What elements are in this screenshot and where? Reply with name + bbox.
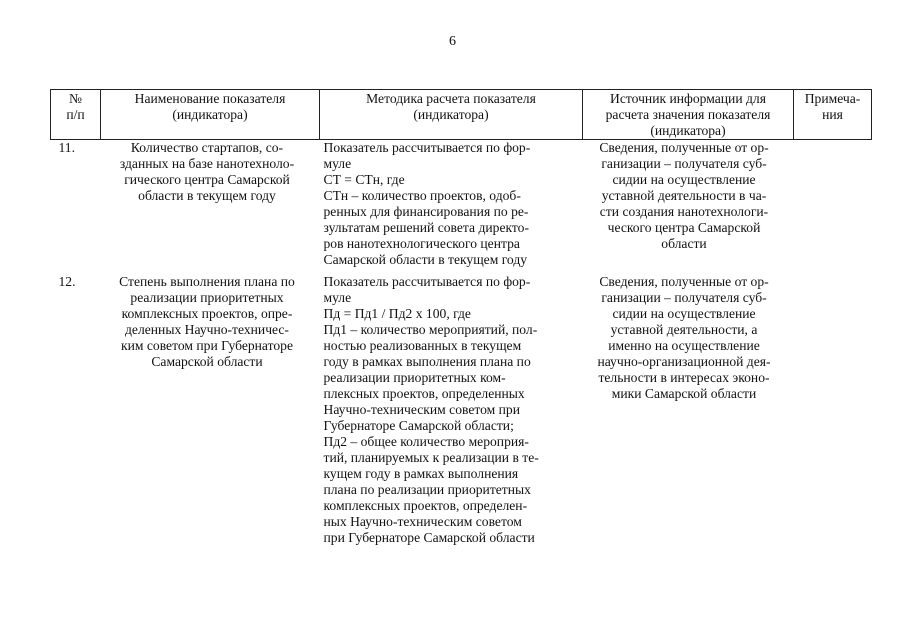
text-line: расчета значения показателя	[605, 107, 771, 122]
text-line: комплексных проектов, определен-	[323, 498, 528, 513]
text-line: (индикатора)	[413, 107, 489, 122]
text-line: Пд1 – количество мероприятий, пол-	[323, 322, 538, 337]
text-line: реализации приоритетных	[130, 290, 284, 305]
indicator-name	[101, 268, 320, 546]
text-line: п/п	[66, 107, 85, 122]
text-line: сидии на осуществление	[612, 172, 756, 187]
text-line: (индикатора)	[172, 107, 248, 122]
indicator-name	[101, 140, 320, 269]
text-line: научно-организационной дея-	[597, 354, 771, 369]
text-line: ных Научно-техническим советом	[323, 514, 522, 529]
text-line: СТ = СТн, где	[323, 172, 405, 187]
text-line: Степень выполнения плана по	[119, 274, 295, 289]
text-line: уставной деятельности, а	[610, 322, 758, 337]
text-line: Источник информации для	[610, 91, 766, 106]
text-line: ческого центра Самарской	[607, 220, 761, 235]
text-line: плексных проектов, определенных	[323, 386, 525, 401]
row-number: 12.	[58, 274, 76, 289]
header-name	[101, 90, 320, 140]
text-line: реализации приоритетных ком-	[323, 370, 506, 385]
text-line: году в рамках выполнения плана по	[323, 354, 531, 369]
calculation-method	[320, 268, 583, 546]
text-line: муле	[323, 290, 352, 305]
text-line: Методика расчета показателя	[366, 91, 536, 106]
notes-cell	[794, 140, 872, 269]
text-line: ким советом при Губернаторе	[121, 338, 293, 353]
text-line: деленных Научно-техничес-	[125, 322, 289, 337]
text-line: ренных для финансирования по ре-	[323, 204, 529, 219]
text-line: №	[69, 91, 82, 106]
text-line: области в текущем году	[138, 188, 276, 203]
text-line: гического центра Самарской	[124, 172, 290, 187]
calculation-method	[320, 140, 583, 269]
text-line: при Губернаторе Самарской области	[323, 530, 535, 545]
text-line: Примеча-	[804, 91, 861, 106]
information-source	[583, 140, 794, 269]
text-line: ганизации – получателя суб-	[601, 156, 767, 171]
text-line: Показатель рассчитывается по фор-	[323, 140, 531, 155]
text-line: сти создания нанотехнологи-	[599, 204, 769, 219]
table-row	[51, 268, 872, 546]
text-line: СТн – количество проектов, одоб-	[323, 188, 521, 203]
text-line: тельности в интересах эконо-	[598, 370, 770, 385]
text-line: ганизации – получателя суб-	[601, 290, 767, 305]
table-row	[51, 140, 872, 269]
text-line: кущем году в рамках выполнения	[323, 466, 519, 481]
text-line: Количество стартапов, со-	[130, 140, 284, 155]
text-line: Сведения, полученные от ор-	[599, 274, 769, 289]
notes-cell	[794, 268, 872, 546]
text-line: плана по реализации приоритетных	[323, 482, 531, 497]
table-header-row	[51, 90, 872, 140]
text-line: именно на осуществление	[608, 338, 760, 353]
text-line: зданных на базе нанотехноло-	[119, 156, 295, 171]
text-line: комплексных проектов, опре-	[121, 306, 293, 321]
text-line: Сведения, полученные от ор-	[599, 140, 769, 155]
text-line: муле	[323, 156, 352, 171]
text-line: (индикатора)	[650, 123, 726, 138]
row-number: 11.	[58, 140, 75, 155]
text-line: тий, планируемых к реализации в те-	[323, 450, 539, 465]
text-line: области	[661, 236, 707, 251]
information-source	[583, 268, 794, 546]
text-line: уставной деятельности в ча-	[601, 188, 767, 203]
text-line: ностью реализованных в текущем	[323, 338, 522, 353]
text-line: Наименование показателя	[134, 91, 286, 106]
header-method	[320, 90, 583, 140]
header-num	[51, 90, 101, 140]
text-line: сидии на осуществление	[612, 306, 756, 321]
text-line: ния	[822, 107, 843, 122]
text-line: зультатам решений совета директо-	[323, 220, 530, 235]
text-line: Показатель рассчитывается по фор-	[323, 274, 531, 289]
text-line: Пд = Пд1 / Пд2 х 100, где	[323, 306, 471, 321]
indicators-table	[50, 89, 872, 546]
text-line: Научно-техническим советом при	[323, 402, 521, 417]
text-line: Губернаторе Самарской области;	[323, 418, 514, 433]
text-line: Самарской области в текущем году	[323, 252, 528, 267]
page-number: 6	[449, 34, 456, 49]
header-note	[794, 90, 872, 140]
header-source	[583, 90, 794, 140]
text-line: мики Самарской области	[611, 386, 757, 401]
text-line: Самарской области	[151, 354, 263, 369]
text-line: ров нанотехнологического центра	[323, 236, 520, 251]
text-line: Пд2 – общее количество мероприя-	[323, 434, 529, 449]
